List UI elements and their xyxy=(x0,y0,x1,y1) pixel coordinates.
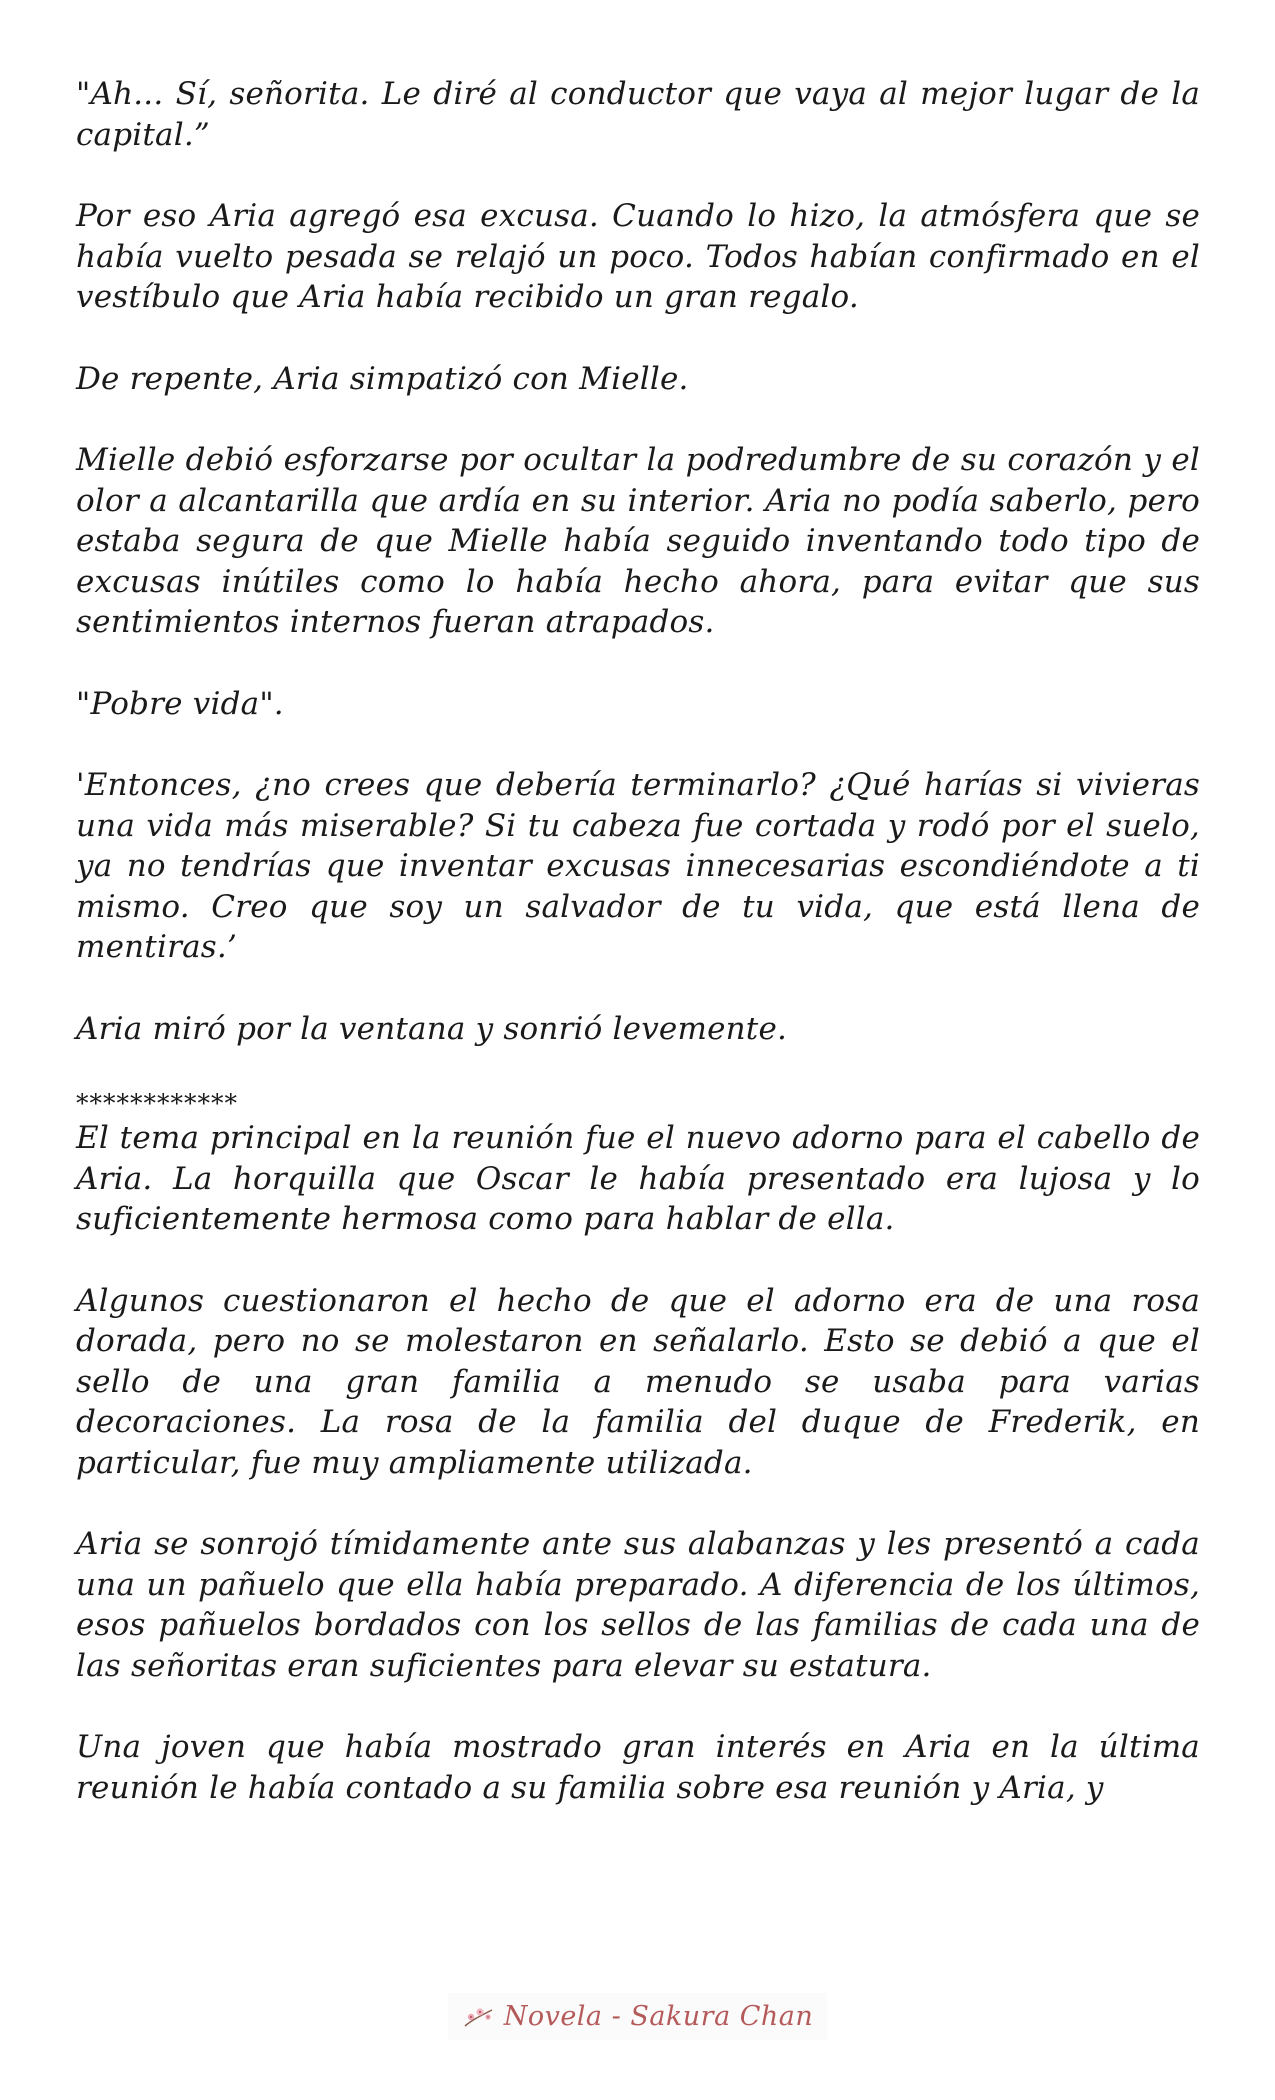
paragraph: Mielle debió esforzarse por ocultar la podredumbre de su corazón y el olor a alcantarilla que ardía en su interior. Aria no podía saberlo, pero estaba segura de que Mielle había seguido inventando todo tipo de excusas inútiles como lo había hecho ahora, para evitar que sus sentimientos internos fueran atrapados. xyxy=(76,442,1200,640)
paragraph: El tema principal en la reunión fue el nuevo adorno para el cabello de Aria. La horquilla que Oscar le había presentado era lujosa y lo suficientemente hermosa como para hablar de ella. xyxy=(76,1120,1200,1237)
watermark-text: Novela - Sakura Chan xyxy=(503,2001,814,2032)
paragraph: "Pobre vida". xyxy=(76,685,284,722)
paragraph: De repente, Aria simpatizó con Mielle. xyxy=(76,360,689,397)
cherry-blossom-icon xyxy=(462,2004,496,2030)
paragraph: 'Entonces, ¿no crees que debería terminarlo? ¿Qué harías si vivieras una vida más miserable? Si tu cabeza fue cortada y rodó por el suelo, ya no tendrías que inventar excusas innecesarias escondiéndote a ti mismo. Creo que soy un salvador de tu vida, que está llena de mentiras.’ xyxy=(76,767,1200,965)
section-separator: ************ xyxy=(76,1089,238,1118)
paragraph: Una joven que había mostrado gran interés en Aria en la última reunión le había contado a su familia sobre esa reunión y Aria, y xyxy=(76,1729,1200,1806)
watermark xyxy=(448,1993,828,2040)
paragraph: "Ah... Sí, señorita. Le diré al conductor que vaya al mejor lugar de la capital.” xyxy=(76,76,1200,153)
paragraph: Algunos cuestionaron el hecho de que el adorno era de una rosa dorada, pero no se molestaron en señalarlo. Esto se debió a que el sello de una gran familia a menudo se usaba para varias decoraciones. La rosa de la familia del duque de Frederik, en particular, fue muy ampliamente utilizada. xyxy=(76,1282,1200,1481)
footer xyxy=(0,1993,1275,2040)
document-body xyxy=(76,74,1200,1849)
paragraph: Por eso Aria agregó esa excusa. Cuando lo hizo, la atmósfera que se había vuelto pesada se relajó un poco. Todos habían confirmado en el vestíbulo que Aria había recibido un gran regalo. xyxy=(76,198,1200,315)
paragraph: Aria miró por la ventana y sonrió levemente. xyxy=(76,1010,788,1047)
paragraph: Aria se sonrojó tímidamente ante sus alabanzas y les presentó a cada una un pañuelo que ella había preparado. A diferencia de los últimos, esos pañuelos bordados con los sellos de las familias de cada una de las señoritas eran suficientes para elevar su estatura. xyxy=(76,1526,1200,1684)
